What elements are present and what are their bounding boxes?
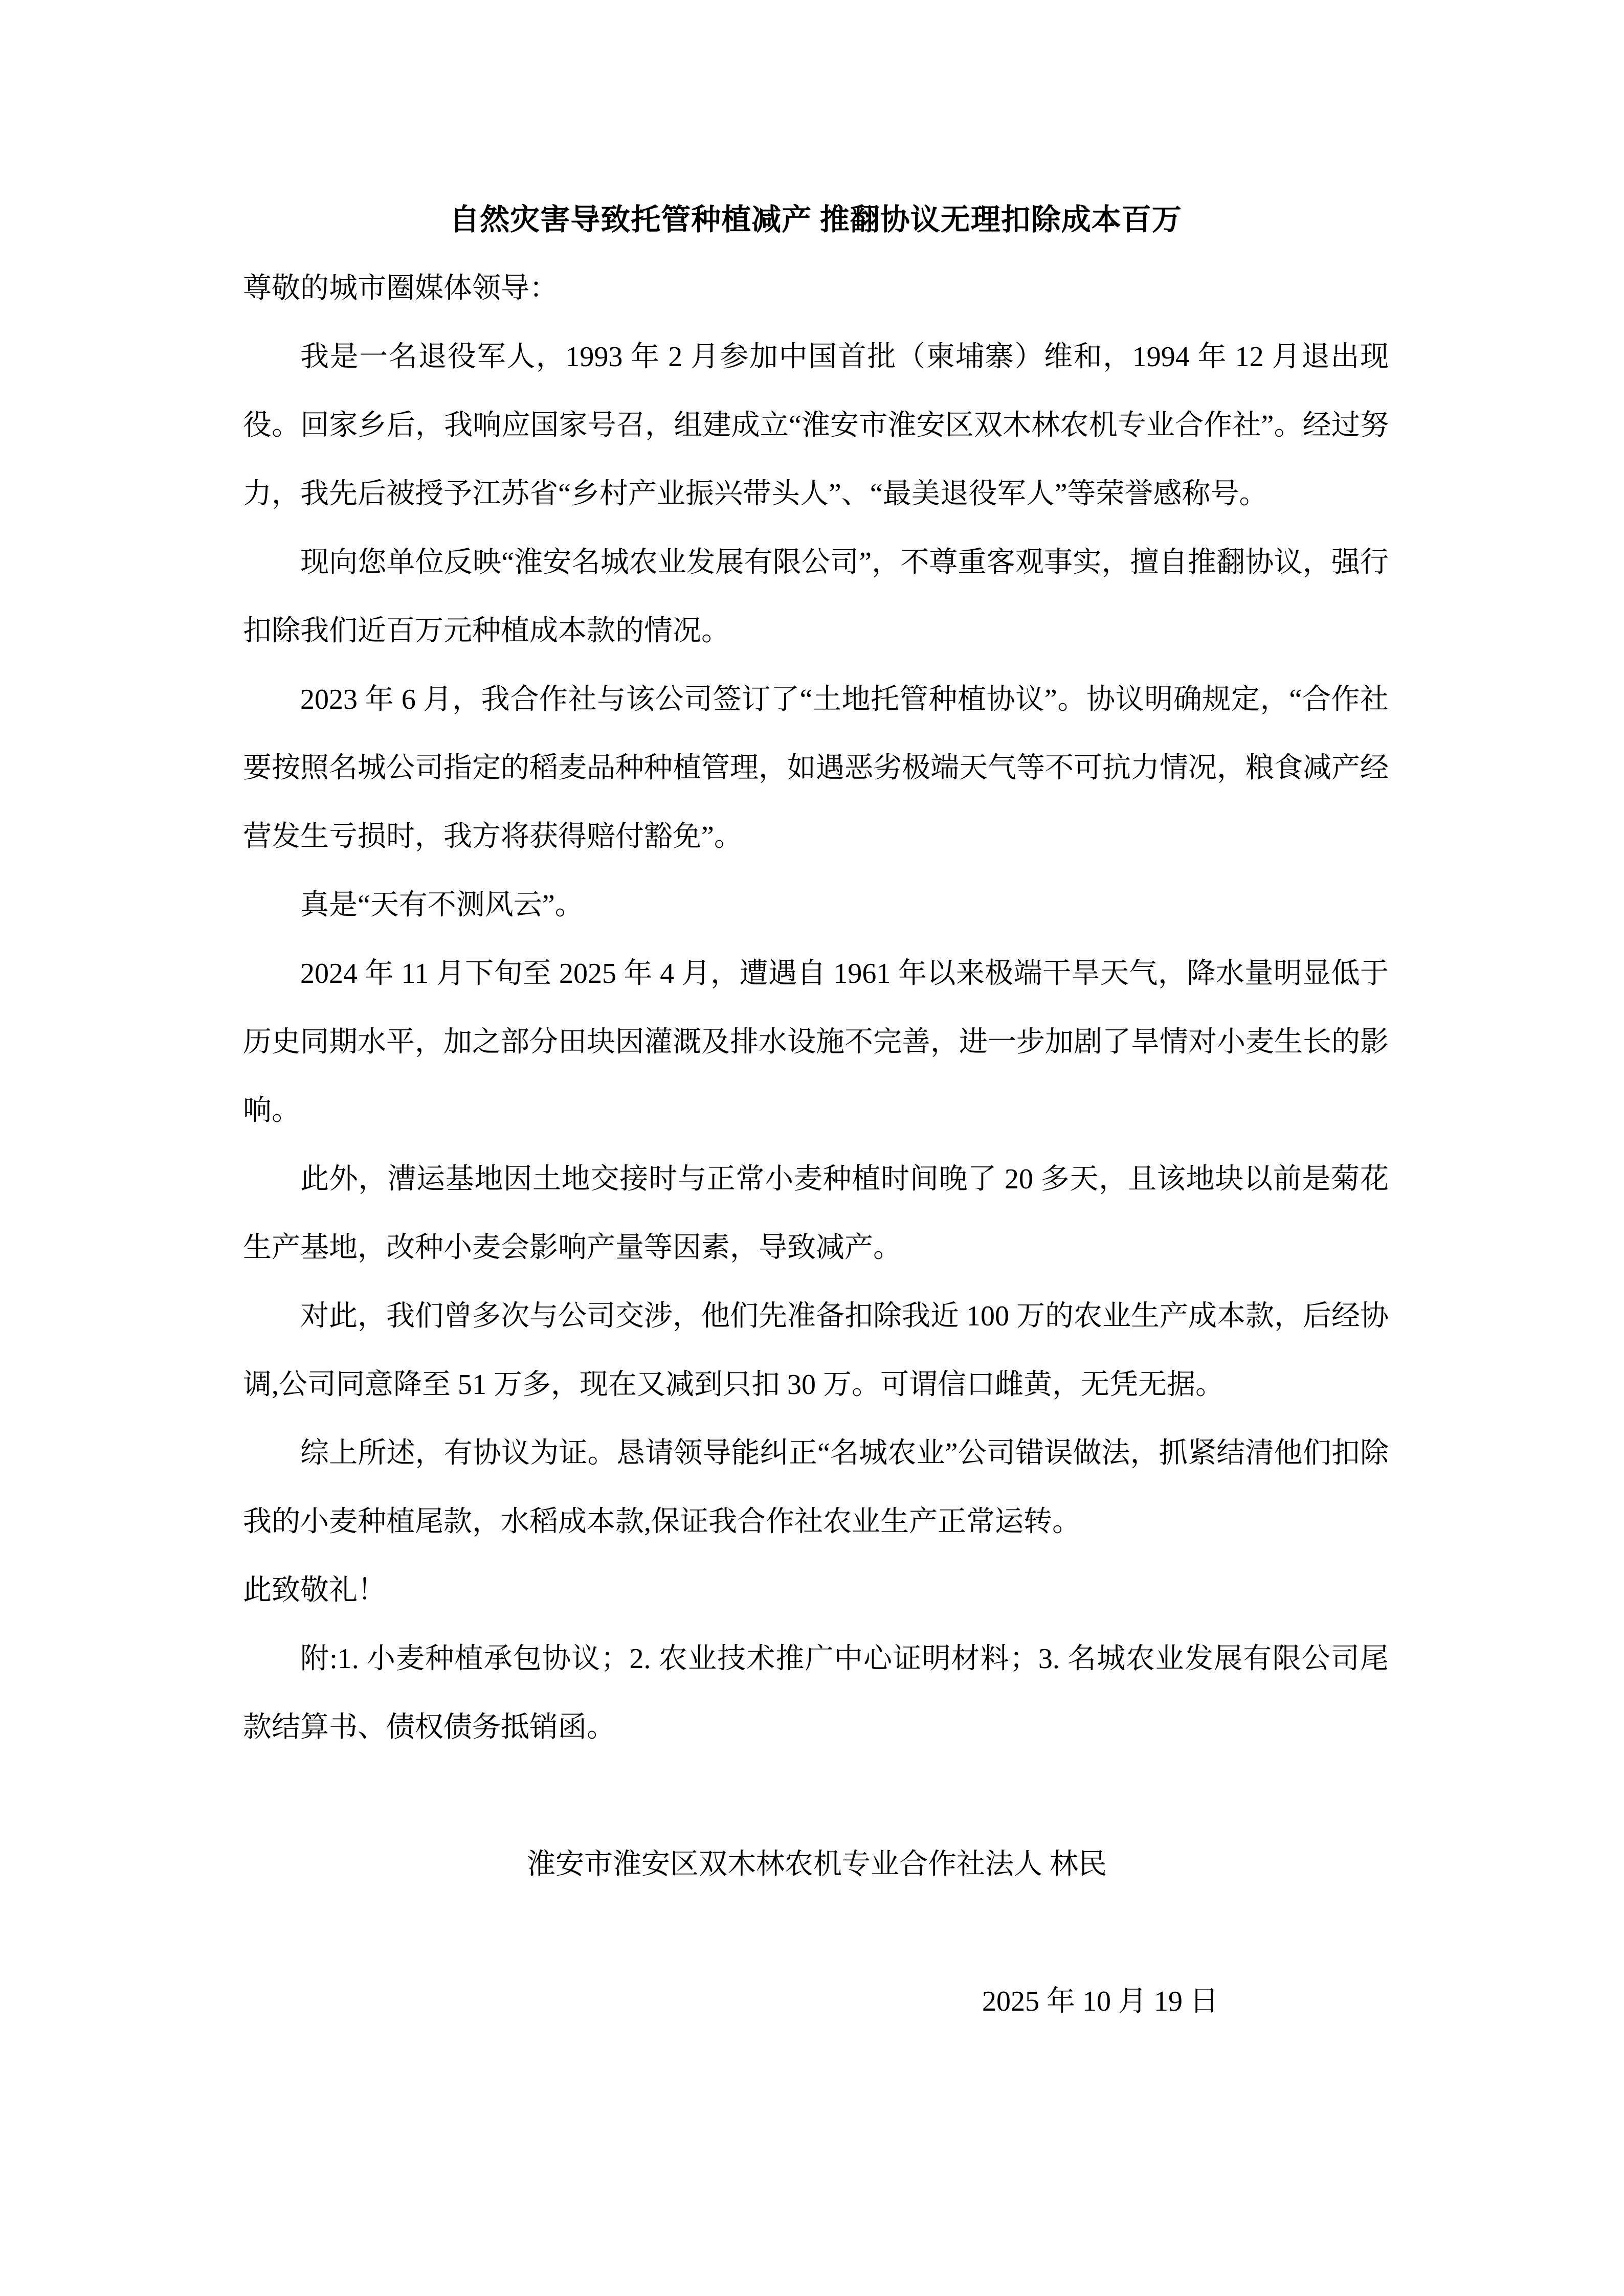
- paragraph-agreement-2023: 2023 年 6 月，我合作社与该公司签订了“土地托管种植协议”。协议明确规定，“合作社要按照名城公司指定的稻麦品种种植管理，如遇恶劣极端天气等不可抗力情况，粮食减产经营发生亏损时，我方将获得赔付豁免”。: [243, 684, 1389, 852]
- paragraph-negotiation: 对此，我们曾多次与公司交涉，他们先准备扣除我近 100 万的农业生产成本款，后经协调,公司同意降至 51 万多，现在又减到只扣 30 万。可谓信口雌黄，无凭无据。: [243, 1300, 1389, 1401]
- paragraph-conclusion: 综上所述，有协议为证。恳请领导能纠正“名城农业”公司错误做法，抓紧结清他们扣除我的小麦种植尾款，水稻成本款,保证我合作社农业生产正常运转。: [243, 1437, 1389, 1538]
- paragraph-drought-2024: 2024 年 11 月下旬至 2025 年 4 月，遭遇自 1961 年以来极端干旱天气，降水量明显低于历史同期水平，加之部分田块因灌溉及排水设施不完善，进一步加剧了旱情对小麦生长的影响。: [243, 958, 1389, 1127]
- paragraph-complaint-subject: 现向您单位反映“淮安名城农业发展有限公司”，不尊重客观事实，擅自推翻协议，强行扣除我们近百万元种植成本款的情况。: [243, 547, 1389, 647]
- signature-line: 淮安市淮安区双木林农机专业合作社法人 林民: [527, 1849, 1107, 1880]
- salutation: 尊敬的城市圈媒体领导：: [243, 273, 558, 304]
- date-line: 2025 年 10 月 19 日: [982, 1986, 1218, 2017]
- paragraph-proverb: 真是“天有不测风云”。: [300, 889, 584, 921]
- paragraph-intro-veteran: 我是一名退役军人，1993 年 2 月参加中国首批（柬埔寨）维和，1994 年 12 月退出现役。回家乡后，我响应国家号召，组建成立“淮安市淮安区双木林农机专业合作社”。经过努力，我先后被授予江苏省“乡村产业振兴带头人”、“最美退役军人”等荣誉感称号。: [243, 341, 1389, 510]
- letter-title: 自然灾害导致托管种植减产 推翻协议无理扣除成本百万: [450, 203, 1182, 236]
- closing-salute: 此致敬礼！: [243, 1574, 386, 1606]
- attachments-list: 附:1. 小麦种植承包协议；2. 农业技术推广中心证明材料；3. 名城农业发展有限公司尾款结算书、债权债务抵销函。: [243, 1643, 1389, 1743]
- paragraph-land-handover: 此外，漕运基地因土地交接时与正常小麦种植时间晚了 20 多天，且该地块以前是菊花生产基地，改种小麦会影响产量等因素，导致减产。: [243, 1163, 1389, 1264]
